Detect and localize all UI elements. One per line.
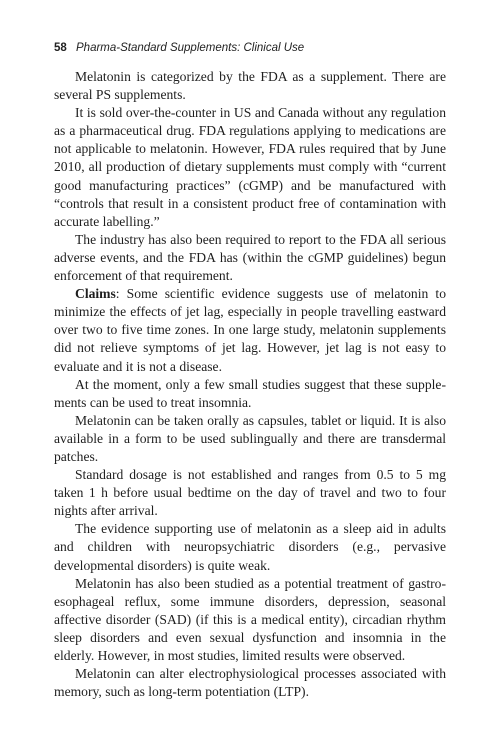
paragraph	[54, 520, 446, 574]
paragraph-text: : Some scientific evidence suggests use of melatonin to minimize the effects of jet lag, especially in people travelling eastward over two to five time zones. In one large study, melatonin supplements did not relieve symptoms of jet lag. However, jet lag is not easy to evaluate and it is not a disease.	[54, 286, 446, 374]
body-text	[54, 68, 446, 701]
paragraph-text: Melatonin can be taken orally as capsules, tablet or liquid. It is also available in a form to be used sublingually and there are transdermal patches.	[54, 412, 446, 464]
running-head	[54, 42, 304, 54]
page-number: 58	[54, 42, 67, 54]
paragraph-text: Melatonin has also been studied as a potential treatment of gastroesophageal reflux, some immune disorders, depression, seasonal affective disorder (SAD) (if this is a medical entity), circadian rhythm sleep disorders and even sexual dysfunction and insomnia in the elderly. However, in most studies, limited results were observed.	[54, 575, 446, 663]
paragraph-text: Standard dosage is not established and ranges from 0.5 to 5 mg taken 1 h before usual bedtime on the day of travel and two to four nights after arrival.	[54, 467, 446, 519]
paragraph	[54, 466, 446, 520]
paragraph-text: The industry has also been required to report to the FDA all serious adverse events, and the FDA has (within the cGMP guidelines) begun enforcement of that requirement.	[54, 231, 446, 284]
paragraph	[54, 231, 446, 285]
paragraph	[54, 68, 446, 104]
paragraph	[54, 665, 446, 701]
paragraph	[54, 575, 446, 665]
paragraph-text: The evidence supporting use of melatonin as a sleep aid in adults and children with neuropsychiatric disorders (e.g., pervasive developmental disorders) is quite weak.	[54, 521, 446, 573]
paragraph-text: It is sold over-the-counter in US and Canada without any regulation as a pharmaceutical drug. FDA regulations applying to medications are not applicable to melatonin. However, FDA rules required that by June 2010, all production of dietary supplements must comply with “current good manufacturing practices” (cGMP) and be manufactured with “controls that result in a consistent product free of contamination with accurate labelling.”	[54, 105, 446, 229]
paragraph	[54, 104, 446, 231]
running-title: Pharma-Standard Supplements: Clinical Use	[76, 42, 305, 54]
paragraph	[54, 376, 446, 412]
paragraph-text: Melatonin is categorized by the FDA as a supplement. There are several PS supplements.	[54, 69, 446, 103]
paragraph	[54, 412, 446, 466]
paragraph-text: Melatonin can alter electrophysiological processes associated with memory, such as long-term potentiation (LTP).	[54, 666, 446, 700]
paragraph-text: At the moment, only a few small studies suggest that these supplements can be used to treat insomnia.	[54, 376, 446, 410]
paragraph-claims	[54, 285, 446, 375]
claims-lead: Claims	[75, 286, 116, 302]
